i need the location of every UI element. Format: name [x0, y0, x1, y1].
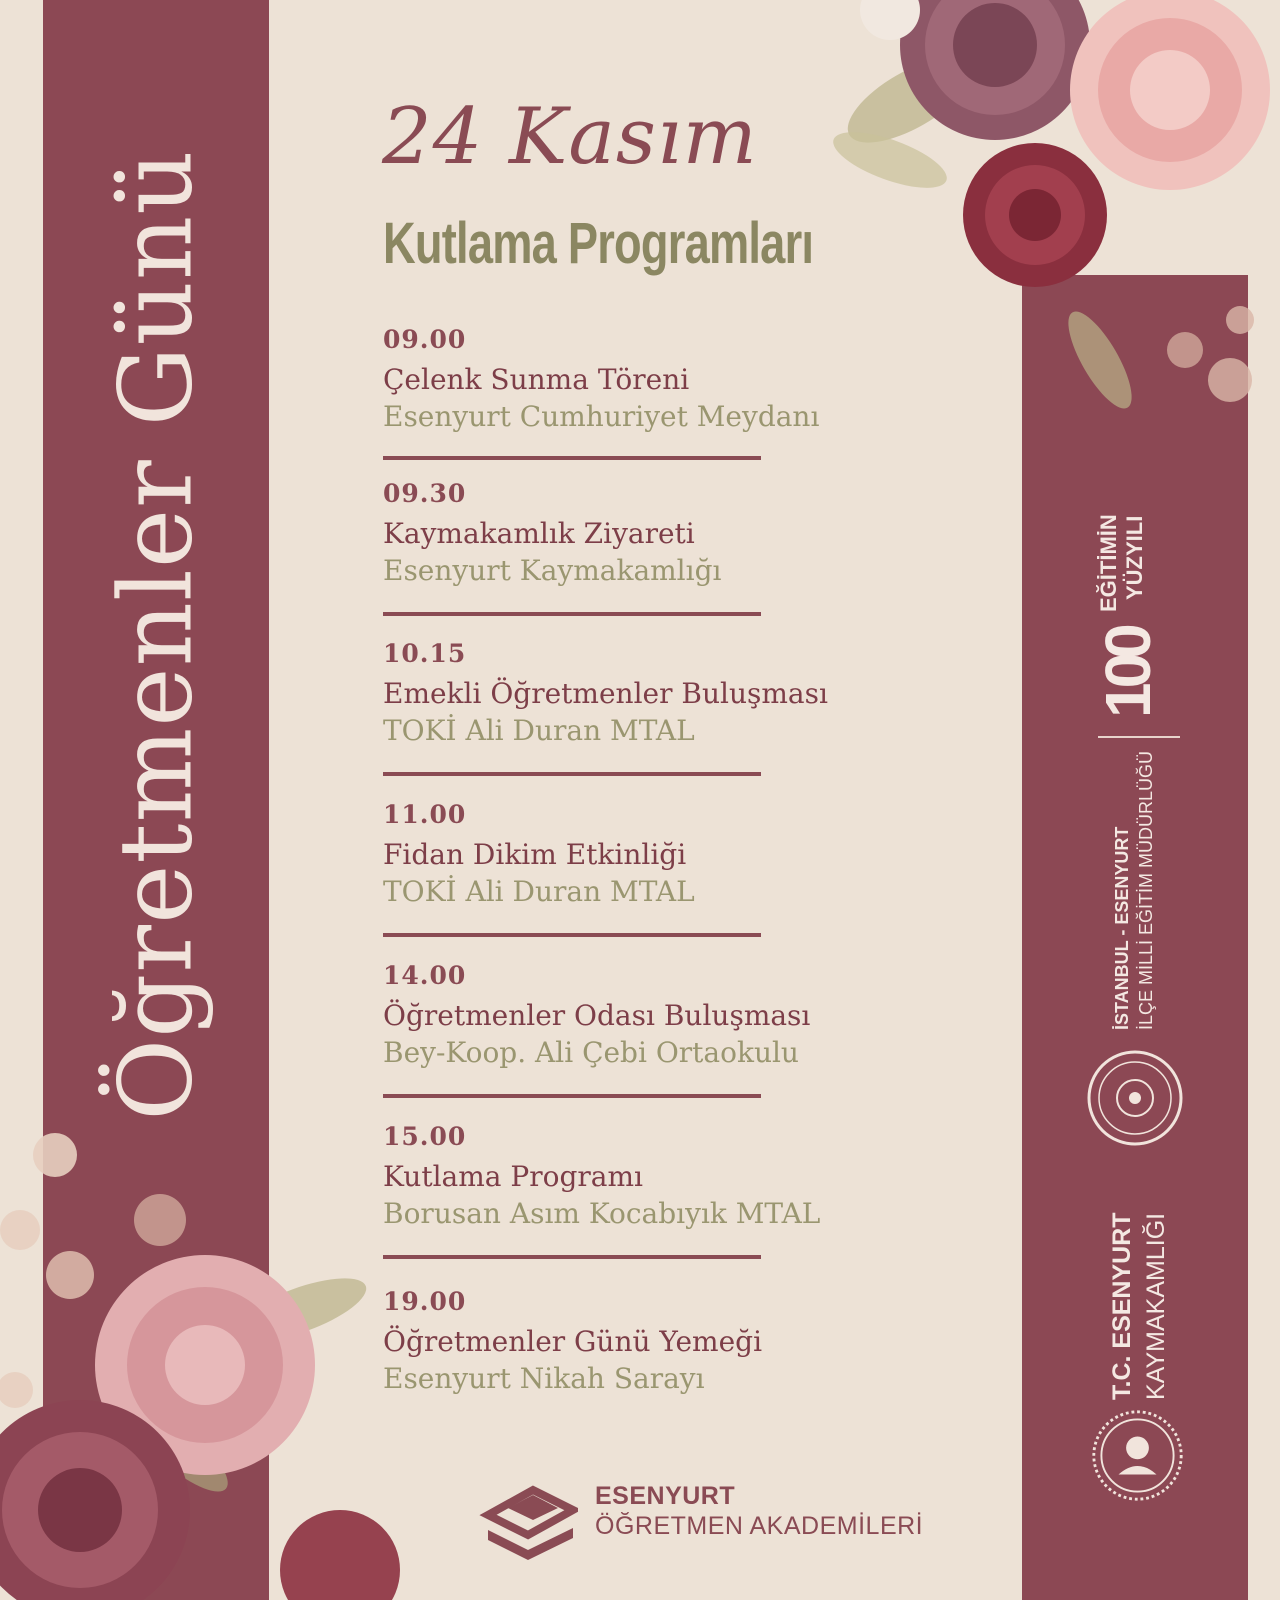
schedule-item — [383, 477, 883, 589]
schedule-item — [383, 959, 883, 1071]
footer-org-subtitle: ÖĞRETMEN AKADEMİLERİ — [595, 1512, 924, 1540]
program-heading: Kutlama Programları — [383, 211, 814, 276]
event-time: 10.15 — [383, 639, 467, 668]
event-place: Bey-Koop. Ali Çebi Ortaokulu — [383, 1036, 799, 1069]
schedule-item — [383, 798, 883, 910]
event-time: 14.00 — [383, 961, 467, 990]
event-divider — [383, 1255, 761, 1259]
meb-title: İSTANBUL - ESENYURT — [1112, 826, 1132, 1030]
footer-org-name: ESENYURT — [595, 1482, 736, 1510]
kaymakamlik-subtitle: KAYMAKAMLIĞI — [1142, 1212, 1170, 1400]
event-time: 09.00 — [383, 325, 467, 354]
event-place: Esenyurt Kaymakamlığı — [383, 554, 722, 587]
academy-logo-icon — [478, 1470, 578, 1560]
event-time: 19.00 — [383, 1287, 467, 1316]
event-divider — [383, 933, 761, 937]
right-logo-band — [1022, 275, 1248, 1600]
event-place: TOKİ Ali Duran MTAL — [383, 714, 695, 747]
event-title: Öğretmenler Günü Yemeği — [383, 1325, 763, 1358]
left-title-band — [43, 0, 269, 1600]
event-place: Esenyurt Nikah Sarayı — [383, 1362, 705, 1395]
date-heading: 24 Kasım — [382, 92, 758, 182]
event-title: Emekli Öğretmenler Buluşması — [383, 677, 828, 710]
event-divider — [383, 612, 761, 616]
meb-subtitle: İLÇE MİLLİ EĞİTİM MÜDÜRLÜĞÜ — [1136, 750, 1156, 1030]
schedule-item — [383, 1285, 883, 1397]
event-time: 09.30 — [383, 479, 467, 508]
event-place: TOKİ Ali Duran MTAL — [383, 875, 695, 908]
event-time: 11.00 — [383, 800, 467, 829]
event-place: Borusan Asım Kocabıyık MTAL — [383, 1197, 821, 1230]
kaymakamlik-title: T.C. ESENYURT — [1108, 1212, 1136, 1400]
yuzyil-line1: EĞİTİMİN — [1096, 514, 1121, 612]
yuzyil-line2: YÜZYILI — [1122, 515, 1147, 600]
schedule-item — [383, 637, 883, 749]
event-divider — [383, 1094, 761, 1098]
event-title: Kutlama Programı — [383, 1160, 643, 1193]
yuzyil-number: 100 — [1092, 629, 1164, 718]
schedule-item — [383, 1120, 883, 1232]
event-title: Öğretmenler Odası Buluşması — [383, 999, 811, 1032]
event-title: Kaymakamlık Ziyareti — [383, 517, 695, 550]
event-title: Fidan Dikim Etkinliği — [383, 838, 687, 871]
logo-divider — [1098, 736, 1180, 738]
government-seal-icon — [1090, 1408, 1185, 1503]
meb-seal-icon — [1085, 1048, 1185, 1148]
event-place: Esenyurt Cumhuriyet Meydanı — [383, 400, 820, 433]
event-time: 15.00 — [383, 1122, 467, 1151]
event-divider — [383, 772, 761, 776]
event-title: Çelenk Sunma Töreni — [383, 363, 690, 396]
vertical-title: Öğretmenler Günü — [97, 149, 215, 1121]
schedule-item — [383, 323, 883, 435]
event-divider — [383, 456, 761, 460]
